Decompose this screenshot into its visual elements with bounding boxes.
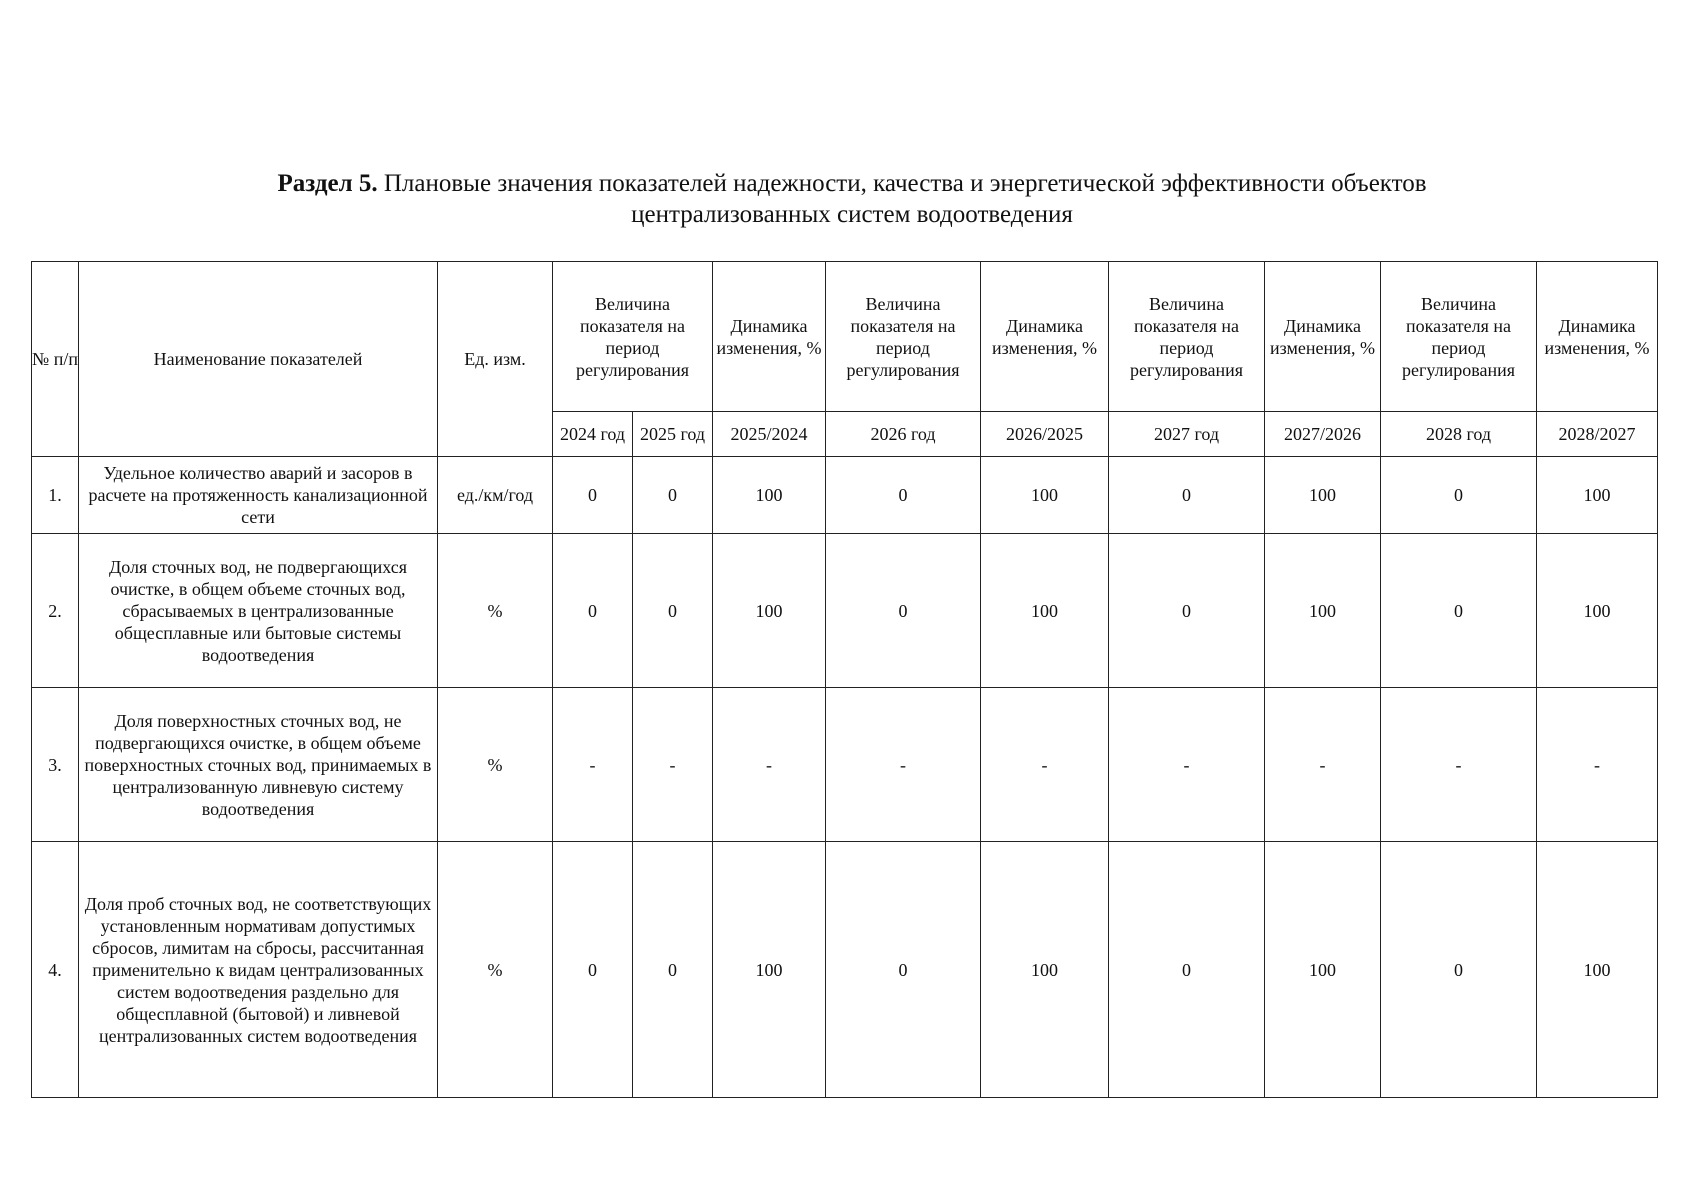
header-year-2026: 2026 год — [826, 412, 981, 457]
value-2026: - — [826, 688, 981, 842]
indicators-table — [31, 261, 1658, 1098]
table-row — [32, 534, 1658, 688]
dynamics-2028-2027: 100 — [1537, 842, 1658, 1098]
value-2027: 0 — [1109, 534, 1265, 688]
indicator-unit: % — [438, 688, 553, 842]
header-year-2025: 2025 год — [633, 412, 713, 457]
indicator-unit: ед./км/год — [438, 457, 553, 534]
table-row — [32, 688, 1658, 842]
dynamics-2026-2025: 100 — [981, 842, 1109, 1098]
value-2026: 0 — [826, 534, 981, 688]
header-num: № п/п — [32, 262, 79, 457]
title-line-2: централизованных систем водоотведения — [631, 201, 1073, 228]
value-2025: 0 — [633, 534, 713, 688]
header-year-2024: 2024 год — [553, 412, 633, 457]
value-2025: - — [633, 688, 713, 842]
value-2024: 0 — [553, 534, 633, 688]
header-year-2027: 2027 год — [1109, 412, 1265, 457]
dynamics-2027-2026: - — [1265, 688, 1381, 842]
dynamics-2027-2026: 100 — [1265, 457, 1381, 534]
dynamics-2025-2024: 100 — [713, 842, 826, 1098]
indicator-name: Удельное количество аварий и засоров в расчете на протяженность канализационной сети — [79, 457, 438, 534]
table-row — [32, 842, 1658, 1098]
value-2028: - — [1381, 688, 1537, 842]
header-dynamics-2027: Динамика изменения, % — [1265, 262, 1381, 412]
row-number: 3. — [32, 688, 79, 842]
header-ratio-2028-2027: 2028/2027 — [1537, 412, 1658, 457]
value-2027: 0 — [1109, 457, 1265, 534]
document-title — [0, 168, 1704, 230]
value-2028: 0 — [1381, 457, 1537, 534]
indicator-name: Доля проб сточных вод, не соответствующих установленным нормативам допустимых сбросов, лимитам на сбросы, рассчитанная применительно к видам централизованных систем водоотведения раздельно для общесплавной (бытовой) и ливневой централизованных систем водоотведения — [79, 842, 438, 1098]
value-2026: 0 — [826, 842, 981, 1098]
value-2025: 0 — [633, 457, 713, 534]
header-dynamics-2028: Динамика изменения, % — [1537, 262, 1658, 412]
header-value-2024-2025: Величина показателя на период регулирования — [553, 262, 713, 412]
header-row-1 — [32, 262, 1658, 412]
header-dynamics-2025: Динамика изменения, % — [713, 262, 826, 412]
row-number: 2. — [32, 534, 79, 688]
value-2028: 0 — [1381, 842, 1537, 1098]
header-year-2028: 2028 год — [1381, 412, 1537, 457]
row-number: 4. — [32, 842, 79, 1098]
dynamics-2025-2024: 100 — [713, 457, 826, 534]
indicator-unit: % — [438, 534, 553, 688]
header-name: Наименование показателей — [79, 262, 438, 457]
value-2025: 0 — [633, 842, 713, 1098]
dynamics-2026-2025: 100 — [981, 457, 1109, 534]
dynamics-2026-2025: - — [981, 688, 1109, 842]
header-value-2028: Величина показателя на период регулирования — [1381, 262, 1537, 412]
value-2024: 0 — [553, 457, 633, 534]
header-ratio-2027-2026: 2027/2026 — [1265, 412, 1381, 457]
title-line-1 — [0, 168, 1704, 199]
dynamics-2026-2025: 100 — [981, 534, 1109, 688]
value-2028: 0 — [1381, 534, 1537, 688]
title-text: Плановые значения показателей надежности, качества и энергетической эффективности объектов — [383, 170, 1427, 197]
header-ratio-2025-2024: 2025/2024 — [713, 412, 826, 457]
value-2026: 0 — [826, 457, 981, 534]
header-value-2026: Величина показателя на период регулирования — [826, 262, 981, 412]
dynamics-2025-2024: - — [713, 688, 826, 842]
header-unit: Ед. изм. — [438, 262, 553, 457]
value-2027: - — [1109, 688, 1265, 842]
header-value-2027: Величина показателя на период регулирования — [1109, 262, 1265, 412]
value-2027: 0 — [1109, 842, 1265, 1098]
dynamics-2028-2027: 100 — [1537, 534, 1658, 688]
header-dynamics-2026: Динамика изменения, % — [981, 262, 1109, 412]
dynamics-2027-2026: 100 — [1265, 842, 1381, 1098]
dynamics-2028-2027: 100 — [1537, 457, 1658, 534]
section-label: Раздел 5. — [277, 170, 378, 197]
header-ratio-2026-2025: 2026/2025 — [981, 412, 1109, 457]
dynamics-2028-2027: - — [1537, 688, 1658, 842]
dynamics-2025-2024: 100 — [713, 534, 826, 688]
value-2024: - — [553, 688, 633, 842]
dynamics-2027-2026: 100 — [1265, 534, 1381, 688]
indicator-name: Доля поверхностных сточных вод, не подвергающихся очистке, в общем объеме поверхностных сточных вод, принимаемых в централизованную ливневую систему водоотведения — [79, 688, 438, 842]
row-number: 1. — [32, 457, 79, 534]
value-2024: 0 — [553, 842, 633, 1098]
table-row — [32, 457, 1658, 534]
indicator-unit: % — [438, 842, 553, 1098]
indicator-name: Доля сточных вод, не подвергающихся очистке, в общем объеме сточных вод, сбрасываемых в централизованные общесплавные или бытовые системы водоотведения — [79, 534, 438, 688]
